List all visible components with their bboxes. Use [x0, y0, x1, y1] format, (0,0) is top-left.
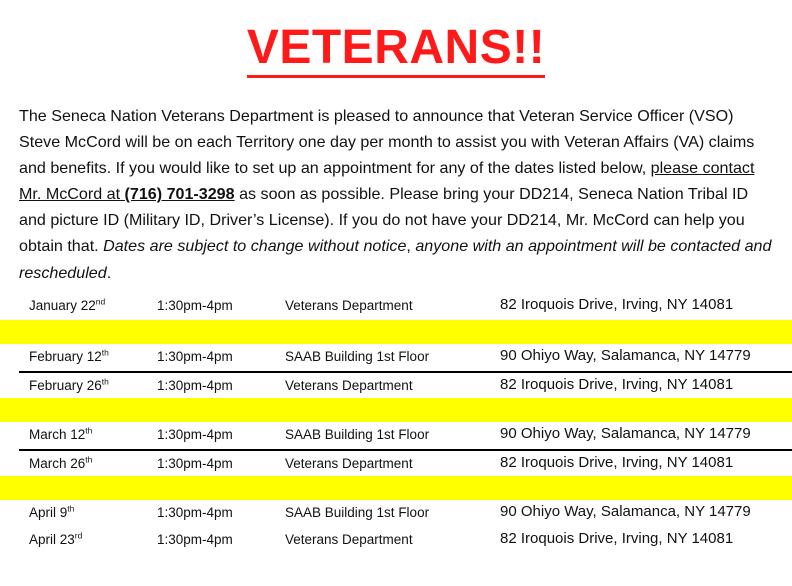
schedule-row — [19, 500, 792, 527]
time-cell: 1:30pm-4pm — [157, 298, 233, 313]
dates-notice: Dates are subject to change without notice — [103, 237, 407, 256]
date-cell — [29, 348, 109, 366]
date-cell — [29, 531, 82, 549]
ordinal-suffix: nd — [95, 296, 106, 307]
date-cell — [29, 377, 109, 395]
time-cell: 1:30pm-4pm — [157, 378, 233, 393]
ordinal-suffix: th — [101, 376, 109, 387]
schedule-row — [19, 371, 792, 398]
location-cell: Veterans Department — [285, 378, 413, 393]
date-cell — [29, 504, 74, 522]
time-cell: 1:30pm-4pm — [157, 427, 233, 442]
schedule-row — [19, 344, 792, 371]
location-cell: SAAB Building 1st Floor — [285, 505, 430, 520]
page-title-text: VETERANS!! — [247, 21, 545, 78]
phone-number: (716) 701-3298 — [124, 185, 235, 204]
time-cell: 1:30pm-4pm — [157, 532, 233, 547]
address-cell: 82 Iroquois Drive, Irving, NY 14081 — [500, 376, 734, 393]
intro-paragraph — [19, 103, 779, 286]
date-cell — [29, 426, 92, 444]
address-cell: 82 Iroquois Drive, Irving, NY 14081 — [500, 296, 734, 313]
schedule-row — [19, 527, 792, 554]
ordinal-suffix: th — [101, 347, 109, 358]
location-cell: Veterans Department — [285, 532, 413, 547]
intro-text-2: as soon as possible. Please bring your DD214, Seneca Nation Tribal ID and picture ID (Military ID, Driver’s License). If you do not have your DD214, Mr. McCord can help you obtain that. — [19, 185, 749, 256]
address-cell: 90 Ohiyo Way, Salamanca, NY 14779 — [500, 347, 751, 364]
location-cell: SAAB Building 1st Floor — [285, 427, 430, 442]
address-cell: 90 Ohiyo Way, Salamanca, NY 14779 — [500, 425, 751, 442]
time-cell: 1:30pm-4pm — [157, 505, 233, 520]
intro-text-1: The Seneca Nation Veterans Department is pleased to announce that Veteran Service Officer (VSO) Steve McCord will be on each Territory one day per month to assist you with Veteran Affairs (VA) claims and benefits. If you would like to set up an appointment for any of the dates listed below, — [19, 107, 755, 178]
address-cell: 82 Iroquois Drive, Irving, NY 14081 — [500, 530, 734, 547]
date-text: March 26 — [29, 456, 86, 471]
ordinal-suffix: th — [85, 425, 93, 436]
date-text: March 12 — [29, 427, 86, 442]
schedule-row — [19, 422, 792, 449]
intro-text-4: . — [106, 263, 112, 282]
address-cell: 90 Ohiyo Way, Salamanca, NY 14779 — [500, 503, 751, 520]
ordinal-suffix: rd — [74, 530, 83, 541]
location-cell: Veterans Department — [285, 298, 413, 313]
schedule-table — [19, 293, 792, 554]
location-cell: SAAB Building 1st Floor — [285, 349, 430, 364]
time-cell: 1:30pm-4pm — [157, 349, 233, 364]
date-cell — [29, 455, 92, 473]
date-text: April 23 — [29, 532, 75, 547]
page-title — [0, 20, 792, 76]
highlight-bar — [0, 398, 792, 422]
ordinal-suffix: th — [85, 454, 93, 465]
highlight-bar — [0, 476, 792, 500]
reschedule-notice: anyone with an appointment will be contacted and rescheduled — [19, 237, 772, 282]
schedule-row — [19, 449, 792, 476]
highlight-bar — [0, 320, 792, 344]
date-text: April 9 — [29, 505, 68, 520]
date-text: February 12 — [29, 349, 102, 364]
date-text: February 26 — [29, 378, 102, 393]
intro-text-3: , — [406, 237, 416, 256]
date-text: January 22 — [29, 298, 96, 313]
schedule-row — [19, 293, 792, 320]
location-cell: Veterans Department — [285, 456, 413, 471]
address-cell: 82 Iroquois Drive, Irving, NY 14081 — [500, 454, 734, 471]
date-cell — [29, 297, 105, 315]
ordinal-suffix: th — [67, 503, 75, 514]
time-cell: 1:30pm-4pm — [157, 456, 233, 471]
contact-text: please contact Mr. McCord at — [19, 159, 755, 204]
